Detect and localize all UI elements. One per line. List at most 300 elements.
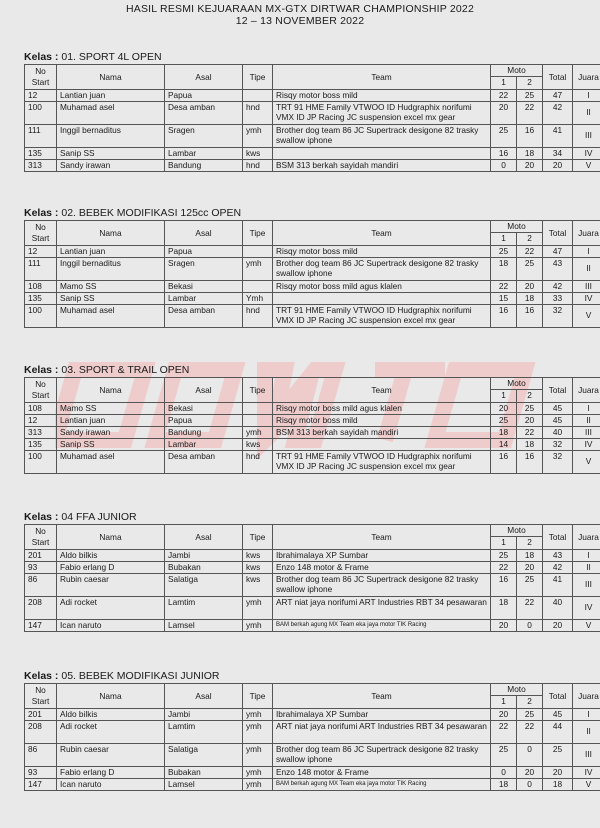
cell-asal: Bandung [165, 159, 243, 171]
cell-tipe [243, 414, 273, 426]
cell-m1: 0 [491, 159, 517, 171]
cell-juara: I [573, 402, 600, 414]
table-row [25, 743, 600, 766]
cell-m1: 16 [491, 304, 517, 327]
cell-team: Risqy motor boss mild agus klalen [273, 402, 491, 414]
col-nama: Nama [57, 525, 165, 550]
cell-juara: III [573, 573, 600, 596]
cell-total: 42 [543, 561, 573, 573]
cell-team: TRT 91 HME Family VTWOO ID Hudgraphix norifumi VMX ID JP Racing JC suspension excel mx gear [273, 304, 491, 327]
cell-m1: 15 [491, 292, 517, 304]
cell-m1: 22 [491, 89, 517, 101]
cell-total: 40 [543, 596, 573, 619]
col-no-start: No Start [25, 684, 57, 709]
cell-juara: I [573, 549, 600, 561]
cell-total: 41 [543, 124, 573, 147]
cell-juara: IV [573, 596, 600, 619]
cell-nama: Sanip SS [57, 438, 165, 450]
cell-m2: 20 [517, 280, 543, 292]
cell-m1: 18 [491, 778, 517, 790]
cell-no: 111 [25, 257, 57, 280]
cell-asal: Lamtim [165, 720, 243, 743]
table-row [25, 766, 600, 778]
section-heading [24, 669, 578, 683]
cell-no: 208 [25, 596, 57, 619]
cell-m2: 20 [517, 159, 543, 171]
cell-no: 12 [25, 89, 57, 101]
table-row [25, 708, 600, 720]
cell-nama: Aldo bilkis [57, 549, 165, 561]
col-total: Total [543, 684, 573, 709]
col-moto-2: 2 [517, 232, 543, 245]
table-row [25, 596, 600, 619]
col-juara: Juara [573, 65, 600, 90]
cell-m2: 20 [517, 561, 543, 573]
cell-tipe: hnd [243, 101, 273, 124]
cell-m2: 18 [517, 292, 543, 304]
cell-asal: Papua [165, 414, 243, 426]
cell-tipe [243, 245, 273, 257]
cell-asal: Bubakan [165, 561, 243, 573]
cell-team [273, 147, 491, 159]
cell-no: 147 [25, 778, 57, 790]
cell-team: ART niat jaya norifumi ART Industries RBT 34 pesawaran [273, 596, 491, 619]
cell-total: 40 [543, 426, 573, 438]
cell-asal: Salatiga [165, 743, 243, 766]
cell-team: Brother dog team 86 JC Supertrack desigone 82 trasky swallow iphone [273, 573, 491, 596]
table-row [25, 147, 600, 159]
col-moto-2: 2 [517, 76, 543, 89]
cell-juara: IV [573, 147, 600, 159]
cell-m1: 20 [491, 402, 517, 414]
cell-no: 12 [25, 245, 57, 257]
cell-total: 18 [543, 778, 573, 790]
results-table [24, 524, 600, 632]
cell-team [273, 438, 491, 450]
cell-m2: 16 [517, 450, 543, 473]
cell-total: 32 [543, 438, 573, 450]
col-moto-2: 2 [517, 536, 543, 549]
cell-tipe [243, 89, 273, 101]
cell-team: Risqy motor boss mild [273, 89, 491, 101]
cell-nama: Fabio erlang D [57, 561, 165, 573]
col-no-start: No Start [25, 525, 57, 550]
cell-juara: I [573, 245, 600, 257]
cell-m2: 16 [517, 304, 543, 327]
col-team: Team [273, 525, 491, 550]
cell-juara: I [573, 89, 600, 101]
table-row [25, 292, 600, 304]
cell-juara: II [573, 561, 600, 573]
table-row [25, 159, 600, 171]
cell-no: 135 [25, 147, 57, 159]
section-sport-trail-open [24, 363, 599, 474]
cell-juara: II [573, 414, 600, 426]
cell-prefix: Kelas : [24, 511, 59, 523]
cell-name: 01. SPORT 4L OPEN [61, 51, 162, 63]
col-asal: Asal [165, 525, 243, 550]
cell-m1: 22 [491, 280, 517, 292]
cell-no: 108 [25, 280, 57, 292]
cell-m1: 25 [491, 743, 517, 766]
table-row [25, 549, 600, 561]
cell-total: 20 [543, 159, 573, 171]
cell-m2: 18 [517, 438, 543, 450]
section-heading [24, 510, 578, 524]
cell-juara: III [573, 743, 600, 766]
cell-asal: Lambar [165, 438, 243, 450]
cell-no: 208 [25, 720, 57, 743]
cell-juara: I [573, 708, 600, 720]
results-table [24, 377, 600, 474]
cell-asal: Lamsel [165, 778, 243, 790]
cell-m1: 18 [491, 596, 517, 619]
table-row [25, 89, 600, 101]
table-row [25, 778, 600, 790]
cell-nama: Sandy irawan [57, 159, 165, 171]
cell-juara: III [573, 426, 600, 438]
table-row [25, 304, 600, 327]
table-row [25, 245, 600, 257]
cell-total: 47 [543, 89, 573, 101]
cell-m2: 22 [517, 720, 543, 743]
col-team: Team [273, 378, 491, 403]
cell-asal: Papua [165, 245, 243, 257]
col-juara: Juara [573, 221, 600, 246]
cell-prefix: Kelas : [24, 364, 59, 376]
cell-juara: III [573, 280, 600, 292]
cell-juara: V [573, 450, 600, 473]
cell-nama: Mamo SS [57, 402, 165, 414]
col-juara: Juara [573, 525, 600, 550]
cell-juara: V [573, 619, 600, 631]
cell-prefix: Kelas : [24, 207, 59, 219]
results-table [24, 683, 600, 791]
cell-team: Ibrahimalaya XP Sumbar [273, 708, 491, 720]
cell-m1: 22 [491, 720, 517, 743]
cell-m1: 14 [491, 438, 517, 450]
cell-asal: Desa amban [165, 101, 243, 124]
col-moto: Moto [491, 684, 543, 696]
col-total: Total [543, 65, 573, 90]
cell-nama: Sandy irawan [57, 426, 165, 438]
cell-team: BAM berkah agung MX Team eka jaya motor TIK Racing [273, 619, 491, 631]
col-tipe: Tipe [243, 525, 273, 550]
col-asal: Asal [165, 378, 243, 403]
cell-m1: 18 [491, 426, 517, 438]
col-moto: Moto [491, 525, 543, 537]
cell-no: 86 [25, 573, 57, 596]
cell-m2: 25 [517, 89, 543, 101]
cell-nama: Rubin caesar [57, 743, 165, 766]
cell-tipe: hnd [243, 159, 273, 171]
cell-juara: II [573, 257, 600, 280]
col-moto-2: 2 [517, 389, 543, 402]
cell-asal: Jambi [165, 549, 243, 561]
cell-asal: Lambar [165, 292, 243, 304]
cell-tipe: ymh [243, 124, 273, 147]
cell-m2: 20 [517, 766, 543, 778]
table-row [25, 257, 600, 280]
cell-no: 135 [25, 292, 57, 304]
cell-team: Risqy motor boss mild agus klalen [273, 280, 491, 292]
cell-m1: 16 [491, 147, 517, 159]
cell-nama: Sanip SS [57, 292, 165, 304]
cell-team: BAM berkah agung MX Team eka jaya motor TIK Racing [273, 778, 491, 790]
cell-total: 20 [543, 619, 573, 631]
cell-total: 43 [543, 257, 573, 280]
cell-juara: V [573, 778, 600, 790]
cell-name: 02. BEBEK MODIFIKASI 125cc OPEN [61, 207, 242, 219]
cell-asal: Jambi [165, 708, 243, 720]
col-moto-1: 1 [491, 76, 517, 89]
cell-tipe: kws [243, 549, 273, 561]
cell-team [273, 292, 491, 304]
table-row [25, 280, 600, 292]
cell-tipe: kws [243, 147, 273, 159]
cell-nama: Ican naruto [57, 778, 165, 790]
cell-m2: 18 [517, 147, 543, 159]
cell-total: 32 [543, 304, 573, 327]
cell-no: 93 [25, 561, 57, 573]
cell-total: 47 [543, 245, 573, 257]
cell-m2: 22 [517, 426, 543, 438]
cell-asal: Bekasi [165, 402, 243, 414]
cell-team: Enzo 148 motor & Frame [273, 766, 491, 778]
cell-no: 201 [25, 708, 57, 720]
cell-no: 100 [25, 450, 57, 473]
col-moto-1: 1 [491, 389, 517, 402]
col-moto: Moto [491, 65, 543, 77]
cell-m1: 25 [491, 245, 517, 257]
cell-m1: 20 [491, 619, 517, 631]
col-tipe: Tipe [243, 65, 273, 90]
cell-no: 201 [25, 549, 57, 561]
col-no-start: No Start [25, 221, 57, 246]
table-row [25, 101, 600, 124]
cell-tipe [243, 280, 273, 292]
col-moto-1: 1 [491, 536, 517, 549]
cell-m1: 25 [491, 549, 517, 561]
col-moto-2: 2 [517, 695, 543, 708]
results-table [24, 220, 600, 328]
cell-juara: IV [573, 438, 600, 450]
col-asal: Asal [165, 684, 243, 709]
cell-team: TRT 91 HME Family VTWOO ID Hudgraphix norifumi VMX ID JP Racing JC suspension excel mx gear [273, 450, 491, 473]
cell-asal: Lamtim [165, 596, 243, 619]
cell-tipe: kws [243, 438, 273, 450]
section-heading [24, 206, 578, 220]
table-row [25, 426, 600, 438]
cell-no: 100 [25, 101, 57, 124]
document-header [0, 0, 600, 27]
cell-tipe: ymh [243, 766, 273, 778]
cell-juara: III [573, 124, 600, 147]
cell-no: 86 [25, 743, 57, 766]
section-bebek-modifikasi-125cc-open [24, 206, 599, 328]
cell-total: 32 [543, 450, 573, 473]
cell-m2: 25 [517, 257, 543, 280]
cell-asal: Lamsel [165, 619, 243, 631]
cell-nama: Adi rocket [57, 596, 165, 619]
cell-nama: Ican naruto [57, 619, 165, 631]
col-asal: Asal [165, 65, 243, 90]
table-row [25, 438, 600, 450]
cell-nama: Mamo SS [57, 280, 165, 292]
cell-nama: Muhamad asel [57, 101, 165, 124]
cell-team: ART niat jaya norifumi ART Industries RBT 34 pesawaran [273, 720, 491, 743]
cell-prefix: Kelas : [24, 670, 59, 682]
col-moto-1: 1 [491, 232, 517, 245]
cell-m2: 22 [517, 245, 543, 257]
cell-nama: Lantian juan [57, 245, 165, 257]
cell-nama: Sanip SS [57, 147, 165, 159]
table-row [25, 124, 600, 147]
cell-no: 111 [25, 124, 57, 147]
cell-m2: 25 [517, 708, 543, 720]
cell-team: Risqy motor boss mild [273, 245, 491, 257]
cell-tipe: kws [243, 573, 273, 596]
cell-nama: Muhamad asel [57, 304, 165, 327]
cell-no: 108 [25, 402, 57, 414]
cell-m2: 0 [517, 743, 543, 766]
cell-nama: Lantian juan [57, 414, 165, 426]
col-team: Team [273, 221, 491, 246]
table-row [25, 720, 600, 743]
cell-tipe: ymh [243, 708, 273, 720]
cell-total: 34 [543, 147, 573, 159]
cell-m1: 0 [491, 766, 517, 778]
cell-tipe: ymh [243, 257, 273, 280]
cell-asal: Desa amban [165, 450, 243, 473]
table-row [25, 619, 600, 631]
cell-team: Brother dog team 86 JC Supertrack desigone 82 trasky swallow iphone [273, 257, 491, 280]
cell-total: 45 [543, 708, 573, 720]
cell-total: 33 [543, 292, 573, 304]
cell-m2: 22 [517, 596, 543, 619]
col-nama: Nama [57, 684, 165, 709]
cell-nama: Inggil bernaditus [57, 257, 165, 280]
cell-team: BSM 313 berkah sayidah mandiri [273, 159, 491, 171]
cell-m1: 25 [491, 124, 517, 147]
col-team: Team [273, 65, 491, 90]
cell-asal: Bandung [165, 426, 243, 438]
col-nama: Nama [57, 65, 165, 90]
cell-team: Brother dog team 86 JC Supertrack desigone 82 trasky swallow iphone [273, 743, 491, 766]
cell-name: 03. SPORT & TRAIL OPEN [61, 364, 190, 376]
results-table [24, 64, 600, 172]
cell-m1: 25 [491, 414, 517, 426]
cell-m1: 16 [491, 573, 517, 596]
cell-juara: IV [573, 766, 600, 778]
cell-nama: Fabio erlang D [57, 766, 165, 778]
cell-nama: Aldo bilkis [57, 708, 165, 720]
col-moto: Moto [491, 378, 543, 390]
cell-no: 313 [25, 426, 57, 438]
cell-tipe: ymh [243, 743, 273, 766]
cell-no: 100 [25, 304, 57, 327]
cell-nama: Lantian juan [57, 89, 165, 101]
cell-tipe: ymh [243, 778, 273, 790]
cell-name: 04 FFA JUNIOR [61, 511, 137, 523]
cell-m1: 18 [491, 257, 517, 280]
cell-asal: Sragen [165, 124, 243, 147]
cell-juara: IV [573, 292, 600, 304]
cell-total: 20 [543, 766, 573, 778]
table-row [25, 561, 600, 573]
cell-tipe: ymh [243, 426, 273, 438]
cell-no: 93 [25, 766, 57, 778]
cell-team: Enzo 148 motor & Frame [273, 561, 491, 573]
cell-nama: Inggil bernaditus [57, 124, 165, 147]
cell-team: Brother dog team 86 JC Supertrack desigone 82 trasky swallow iphone [273, 124, 491, 147]
col-team: Team [273, 684, 491, 709]
col-tipe: Tipe [243, 221, 273, 246]
document-title: HASIL RESMI KEJUARAAN MX-GTX DIRTWAR CHAMPIONSHIP 2022 [125, 3, 475, 15]
cell-total: 43 [543, 549, 573, 561]
col-tipe: Tipe [243, 378, 273, 403]
col-moto-1: 1 [491, 695, 517, 708]
cell-nama: Rubin caesar [57, 573, 165, 596]
col-total: Total [543, 378, 573, 403]
cell-tipe: hnd [243, 304, 273, 327]
cell-m2: 0 [517, 619, 543, 631]
cell-total: 42 [543, 101, 573, 124]
cell-asal: Bubakan [165, 766, 243, 778]
col-total: Total [543, 525, 573, 550]
col-juara: Juara [573, 684, 600, 709]
cell-juara: II [573, 101, 600, 124]
section-bebek-modifikasi-junior [24, 669, 599, 791]
cell-no: 12 [25, 414, 57, 426]
cell-team: Ibrahimalaya XP Sumbar [273, 549, 491, 561]
cell-nama: Adi rocket [57, 720, 165, 743]
col-nama: Nama [57, 221, 165, 246]
col-moto: Moto [491, 221, 543, 233]
document-date: 12 – 13 NOVEMBER 2022 [235, 15, 365, 27]
cell-no: 147 [25, 619, 57, 631]
col-total: Total [543, 221, 573, 246]
cell-asal: Desa amban [165, 304, 243, 327]
cell-team: TRT 91 HME Family VTWOO ID Hudgraphix norifumi VMX ID JP Racing JC suspension excel mx gear [273, 101, 491, 124]
cell-m2: 20 [517, 414, 543, 426]
cell-m1: 20 [491, 708, 517, 720]
cell-juara: V [573, 304, 600, 327]
cell-tipe: ymh [243, 619, 273, 631]
section-sport-4l-open [24, 50, 599, 172]
cell-juara: II [573, 720, 600, 743]
col-no-start: No Start [25, 65, 57, 90]
table-row [25, 402, 600, 414]
col-juara: Juara [573, 378, 600, 403]
cell-m1: 22 [491, 561, 517, 573]
table-row [25, 450, 600, 473]
col-tipe: Tipe [243, 684, 273, 709]
cell-total: 25 [543, 743, 573, 766]
cell-tipe [243, 402, 273, 414]
cell-m2: 16 [517, 124, 543, 147]
table-row [25, 573, 600, 596]
cell-asal: Papua [165, 89, 243, 101]
cell-tipe: kws [243, 561, 273, 573]
cell-asal: Bekasi [165, 280, 243, 292]
cell-m2: 18 [517, 549, 543, 561]
section-heading [24, 363, 578, 377]
table-row [25, 414, 600, 426]
cell-name: 05. BEBEK MODIFIKASI JUNIOR [61, 670, 220, 682]
cell-m2: 25 [517, 402, 543, 414]
cell-total: 42 [543, 280, 573, 292]
